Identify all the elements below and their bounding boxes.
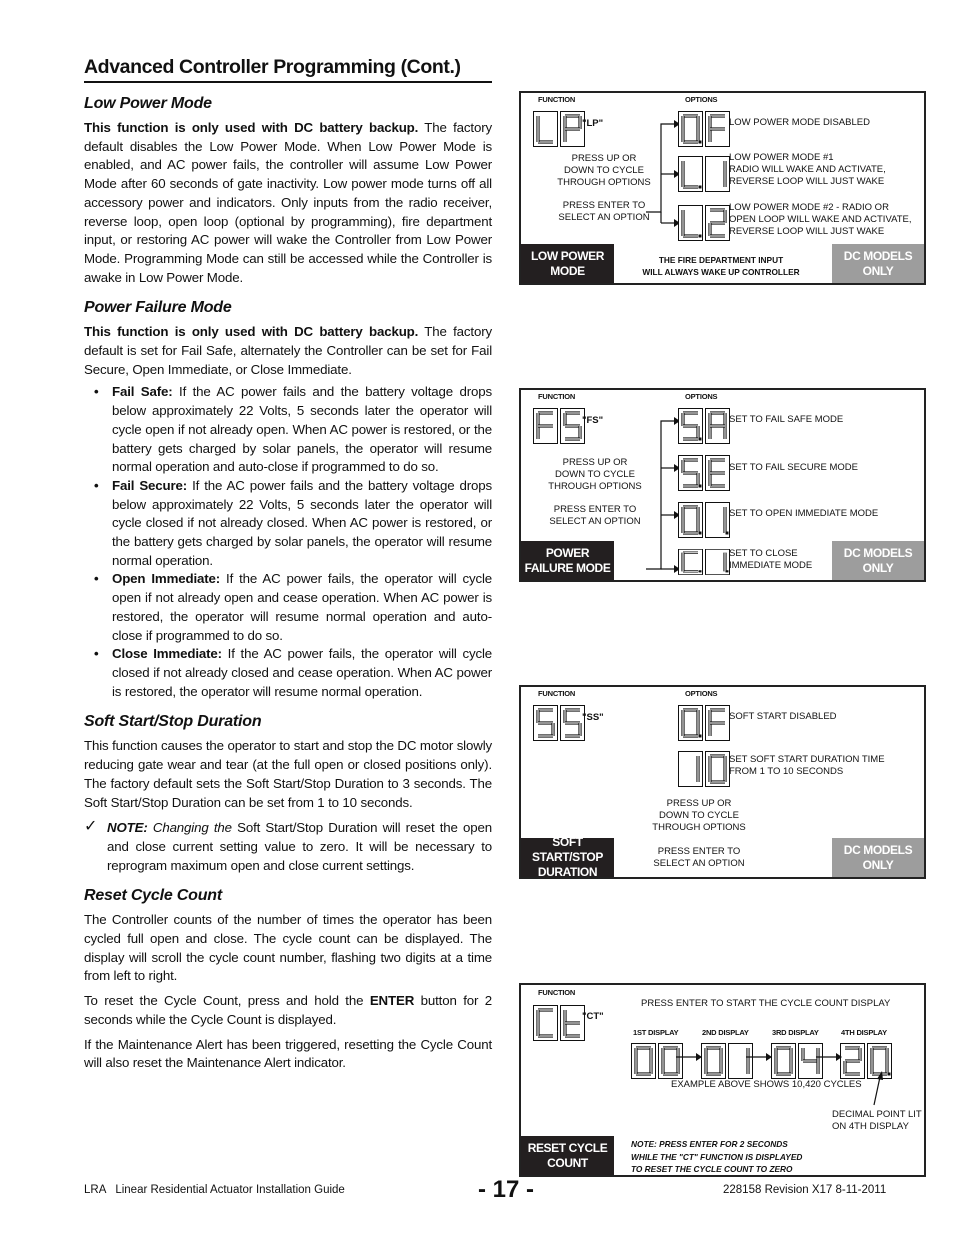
enter-instruction: PRESS ENTER TO SELECT AN OPTION — [549, 504, 641, 527]
display-label: 3RD DISPLAY — [772, 1028, 819, 1037]
options-label: OPTIONS — [685, 95, 718, 104]
low-power-lead: This function is only used with DC battery backup. — [84, 120, 419, 135]
page-number: - 17 - — [478, 1176, 535, 1203]
display-label: 2ND DISPLAY — [702, 1028, 749, 1037]
dc-models-badge: DC MODELS ONLY — [832, 541, 924, 580]
segment-digit — [705, 205, 730, 241]
function-label: FUNCTION — [538, 392, 576, 401]
option-text: SET TO FAIL SECURE MODE — [729, 462, 858, 473]
soft-start-diagram — [519, 685, 926, 879]
display-label: 1ST DISPLAY — [633, 1028, 679, 1037]
count-display-4 — [840, 1043, 894, 1084]
display-label: 4TH DISPLAY — [841, 1028, 887, 1037]
ci-display — [678, 549, 732, 579]
segment-digit — [678, 751, 703, 787]
low-power-text — [84, 119, 492, 287]
reset-note: NOTE: PRESS ENTER FOR 2 SECONDS WHILE THE "CT" FUNCTION IS DISPLAYED TO RESET THE CYCLE COUNT TO ZERO — [631, 1139, 803, 1174]
list-item: • Open Immediate: If the AC power fails, the operator will cycle open if not already open and cease operation. When AC power is restored, the operator will resume normal operation and auto-close if programmed to do so. — [94, 571, 493, 643]
segment-digit — [705, 751, 730, 787]
example-caption: EXAMPLE ABOVE SHOWS 10,420 CYCLES — [671, 1079, 862, 1090]
arrow-right-icon — [746, 1049, 774, 1065]
function-title-label: POWER FAILURE MODE — [521, 541, 614, 580]
reset-count-heading: Reset Cycle Count — [84, 887, 222, 905]
segment-digit — [705, 408, 730, 444]
function-code: "LP" — [582, 118, 604, 129]
segment-digit — [701, 1043, 726, 1079]
option-text: SET TO FAIL SAFE MODE — [729, 414, 844, 425]
arrow-right-icon — [816, 1049, 844, 1065]
reset-count-body2 — [84, 992, 492, 1029]
segment-digit — [533, 111, 558, 147]
oi-display — [678, 502, 732, 543]
segment-digit — [533, 705, 558, 741]
option-bracket-arrows — [646, 408, 681, 573]
dc-models-badge: DC MODELS ONLY — [832, 838, 924, 877]
cycle-instruction: PRESS UP OR DOWN TO CYCLE THROUGH OPTIONS — [557, 153, 651, 188]
segment-digit — [678, 455, 703, 491]
text-column — [84, 56, 492, 1073]
bullet-term: Open Immediate: — [112, 571, 221, 587]
enter-instruction: PRESS ENTER TO SELECT AN OPTION — [653, 846, 745, 869]
fire-dept-note: THE FIRE DEPARTMENT INPUT WILL ALWAYS WAKE UP CONTROLLER — [642, 255, 800, 277]
ss-display — [533, 705, 587, 746]
option-text: SET SOFT START DURATION TIME FROM 1 TO 10 SECONDS — [729, 754, 885, 777]
segment-digit — [678, 156, 703, 192]
arrow-right-icon — [676, 1049, 704, 1065]
segment-digit — [533, 1005, 558, 1041]
segment-digit — [560, 705, 585, 741]
pointer-arrow-icon — [871, 1071, 885, 1107]
cycle-count-diagram — [519, 983, 926, 1177]
enter-keyword: ENTER — [369, 993, 415, 1009]
function-title-label: SOFT START/STOP DURATION — [521, 838, 614, 877]
segment-digit — [678, 408, 703, 444]
segment-digit — [560, 111, 585, 147]
ten-display — [678, 751, 732, 792]
reset-count-body1: The Controller counts of the number of times the operator has been cycled full open and close. The cycle count can be displayed. The display will scroll the cycle count number, flashing two digits at a time from left to right. — [84, 912, 492, 984]
option-text: LOW POWER MODE DISABLED — [729, 117, 870, 128]
function-title-label: RESET CYCLE COUNT — [521, 1136, 614, 1175]
segment-digit — [678, 205, 703, 241]
power-failure-heading: Power Failure Mode — [84, 299, 232, 317]
power-failure-list — [84, 383, 492, 701]
segment-digit — [678, 705, 703, 741]
segment-digit — [705, 111, 730, 147]
segment-digit — [705, 455, 730, 491]
bullet-term: Fail Secure: — [112, 477, 188, 493]
reset-count-body3: If the Maintenance Alert has been triggered, resetting the Cycle Count will also reset the Maintenance Alert indicator. — [84, 1036, 492, 1071]
list-item: • Close Immediate: If the AC power fails, the operator will cycle closed if not already closed and cease operation. When AC power is restored, the operator will resume normal operation. — [94, 646, 492, 699]
footer-revision: 228158 Revision X17 8-11-2011 — [723, 1184, 887, 1196]
segment-digit — [631, 1043, 656, 1079]
ct-display — [533, 1005, 587, 1046]
list-item: • Fail Secure: If the AC power fails and the battery voltage drops below approximately 22 Volts, 5 seconds later the operator will cycle closed if not already closed. When AC power is restored, or the battery gets charged by solar panels, the operator will resume normal operation. — [94, 477, 492, 568]
low-power-body: The factory default disables the Low Power Mode. When Low Power Mode is enabled, and AC power fails, the controller will assume Low Power Mode after 60 seconds of gate inactivity. Low power mode turns off all accessory power and indicators. Only inputs from the radio receiver, reverse loop, open loop (optional by programming), fire department input, or restoring AC power will wake the Controller from Low Power Mode. Programming Mode can still be accessed while the Controller is awake in Low Power Mode. — [84, 120, 492, 285]
power-failure-diagram — [519, 388, 926, 582]
dc-models-badge: DC MODELS ONLY — [832, 244, 924, 283]
cycle-instruction: PRESS UP OR DOWN TO CYCLE THROUGH OPTIONS — [652, 798, 746, 833]
l2-display — [678, 205, 732, 246]
segment-digit — [533, 408, 558, 444]
note-text: Soft Start/Stop Duration will reset the open and close current setting value to zero. It will be necessary to reprogram maximum open and close current settings. — [107, 820, 492, 873]
segment-digit — [678, 111, 703, 147]
segment-digit — [678, 549, 703, 575]
segment-digit — [678, 502, 703, 538]
function-code: "SS" — [582, 712, 604, 723]
bullet-text: If the AC power fails and the battery voltage drops below approximately 22 Volts, 5 seconds later the operator will cycle open if not already open. When AC power is restored, or the battery gets charged by solar panels, the operator will resume normal operation and auto-close if programmed to do so. — [112, 384, 492, 475]
low-power-diagram — [519, 91, 926, 285]
segment-digit — [705, 156, 730, 192]
list-item: • Fail Safe: If the AC power fails and the battery voltage drops below approximately 22 Volts, 5 seconds later the operator will cycle open if not already open. When AC power is restored, or the battery gets charged by solar panels, the operator will resume normal operation and auto-close if programmed to do so. — [94, 384, 492, 475]
bullet-text: If the AC power fails, the operator will cycle open if not already open and cease operation. When AC power is restored, the operator will resume normal operation and auto-close if programmed to do so. — [112, 571, 493, 643]
lp-display — [533, 111, 587, 152]
bullet-text: If the AC power fails and the battery voltage drops below approximately 22 Volts, 5 seconds later the operator will cycle closed if not already closed. When AC power is restored, or the battery gets charged by solar panels, the operator will resume normal operation. — [112, 477, 492, 568]
options-label: OPTIONS — [685, 392, 718, 401]
function-code: "CT" — [582, 1011, 604, 1022]
fs-display — [533, 408, 587, 449]
segment-digit — [705, 705, 730, 741]
function-code: "FS" — [582, 415, 604, 426]
segment-digit — [560, 408, 585, 444]
of-display — [678, 705, 732, 746]
bullet-text: If the AC power fails, the operator will cycle closed if not already closed and cease operation. When AC power is restored, the operator will resume normal operation. — [112, 646, 492, 699]
se-display — [678, 455, 732, 496]
l1-display — [678, 156, 732, 197]
function-label: FUNCTION — [538, 988, 576, 997]
start-instruction: PRESS ENTER TO START THE CYCLE COUNT DISPLAY — [641, 998, 891, 1009]
soft-start-note — [84, 819, 492, 875]
low-power-heading: Low Power Mode — [84, 95, 212, 112]
note-italic: Changing the — [147, 820, 232, 836]
options-label: OPTIONS — [685, 689, 718, 698]
power-failure-text — [84, 323, 492, 379]
power-failure-body: The factory default is set for Fail Safe, alternately the Controller can be set for Fail Secure, Open Immediate, or Close Immediate. — [84, 324, 492, 377]
footer-guide-title: LRA Linear Residential Actuator Installation Guide — [84, 1184, 345, 1196]
option-text: SET TO OPEN IMMEDIATE MODE — [729, 508, 879, 519]
reset-text-c: button for 2 seconds while the Cycle Count is displayed. — [84, 993, 492, 1027]
power-failure-lead: This function is only used with DC battery backup. — [84, 324, 419, 340]
option-text: SET TO CLOSE IMMEDIATE MODE — [729, 548, 813, 571]
note-label: NOTE: — [107, 820, 148, 836]
option-text: LOW POWER MODE #1 RADIO WILL WAKE AND ACTIVATE, REVERSE LOOP WILL JUST WAKE — [729, 152, 886, 187]
reset-text-a: To reset the Cycle Count, press and hold the — [84, 993, 370, 1009]
decimal-note: DECIMAL POINT LIT ON 4TH DISPLAY — [832, 1109, 922, 1132]
function-label: FUNCTION — [538, 95, 576, 104]
function-label: FUNCTION — [538, 689, 576, 698]
checkmark-icon: ✓ — [84, 818, 98, 836]
soft-start-body: This function causes the operator to start and stop the DC motor slowly reducing gate wear and tear (at the full open or closed positions only). The factory default sets the Soft Start/Stop Duration to 3 seconds. The Soft Start/Stop Duration can be set from 1 to 10 seconds. — [84, 738, 492, 810]
soft-start-heading: Soft Start/Stop Duration — [84, 713, 262, 731]
option-text: LOW POWER MODE #2 - RADIO OR OPEN LOOP WILL WAKE AND ACTIVATE, REVERSE LOOP WILL JUST WAKE — [729, 202, 912, 237]
segment-digit — [705, 502, 730, 538]
option-text: SOFT START DISABLED — [729, 711, 837, 722]
bullet-term: Close Immediate: — [112, 646, 222, 662]
of-display — [678, 111, 732, 152]
page-title: Advanced Controller Programming (Cont.) — [84, 56, 492, 83]
segment-digit — [771, 1043, 796, 1079]
segment-digit — [705, 549, 730, 575]
function-title-label: LOW POWER MODE — [521, 244, 614, 283]
sa-display — [678, 408, 732, 449]
bullet-term: Fail Safe: — [112, 384, 173, 400]
option-bracket-arrows — [646, 111, 681, 231]
enter-instruction: PRESS ENTER TO SELECT AN OPTION — [558, 200, 650, 223]
cycle-instruction: PRESS UP OR DOWN TO CYCLE THROUGH OPTIONS — [548, 457, 642, 492]
